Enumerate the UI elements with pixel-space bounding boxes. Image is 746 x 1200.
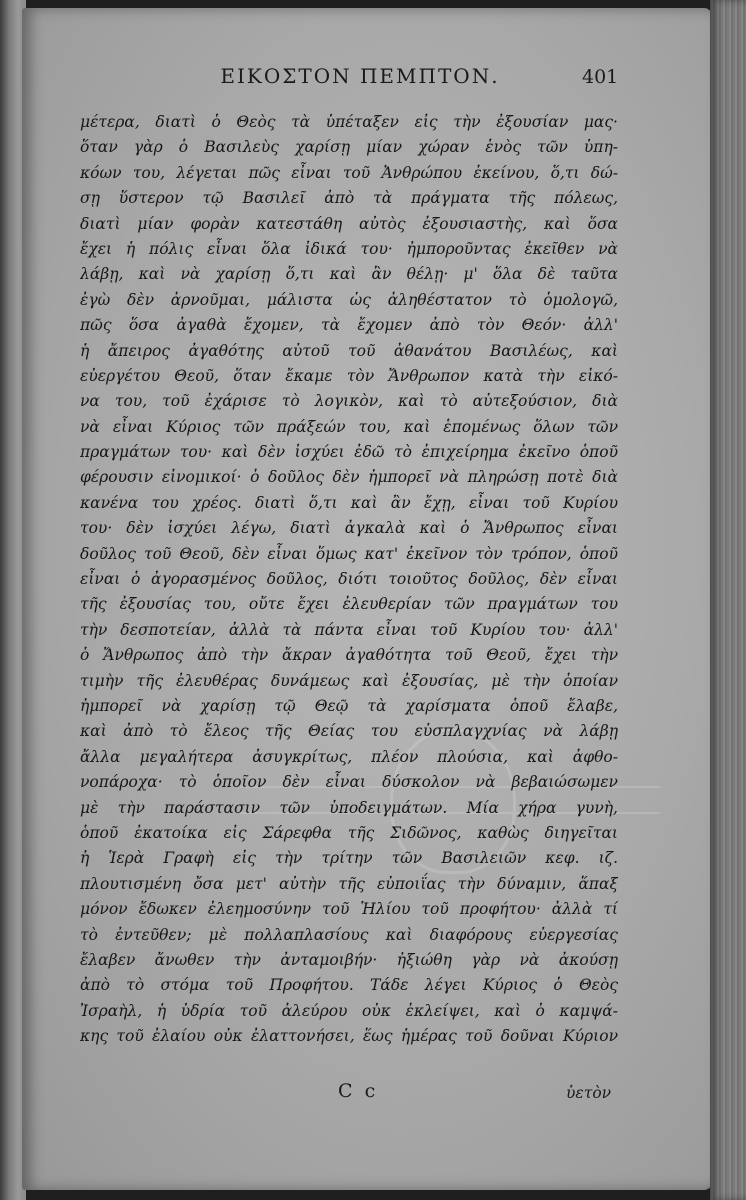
- text-line: πῶς ὅσα ἀγαθὰ ἔχομεν, τὰ ἔχομεν ἀπὸ τὸν Θεόν· ἀλλ': [80, 316, 618, 335]
- text-line: μόνον ἔδωκεν ἐλεημοσύνην τοῦ Ἡλίου τοῦ προφήτου· ἀλλὰ τί: [80, 900, 618, 919]
- text-line: λάβῃ, καὶ νὰ χαρίσῃ ὅ,τι καὶ ἂν θέλῃ· μ' ὅλα δὲ ταῦτα: [80, 265, 618, 284]
- text-line: πραγμάτων του· καὶ δὲν ἰσχύει ἐδῶ τὸ ἐπιχείρημα ἐκεῖνο ὁποῦ: [80, 443, 618, 462]
- page-number: 401: [582, 66, 619, 88]
- running-title: ΕΙΚΟΣΤΟΝ ΠΕΜΠΤΟΝ.: [220, 64, 500, 88]
- text-line: φέρουσιν εἰνομικοί· ὁ δοῦλος δὲν ἠμπορεῖ νὰ πληρώσῃ ποτὲ διὰ: [80, 468, 618, 487]
- text-line: Ἰσραὴλ, ἡ ὑδρία τοῦ ἀλεύρου οὐκ ἐκλείψει, καὶ ὁ καμψά-: [80, 1001, 618, 1020]
- text-line: διατὶ μίαν φορὰν κατεστάθη αὐτὸς ἐξουσιαστὴς, καὶ ὅσα: [80, 214, 618, 233]
- text-line: εἶναι ὁ ἀγορασμένος δοῦλος, διότι τοιοῦτος δοῦλος, δὲν εἶναι: [80, 570, 618, 589]
- page-edges: [710, 0, 746, 1200]
- text-line: κης τοῦ ἐλαίου οὐκ ἐλαττονήσει, ἕως ἡμέρας τοῦ δοῦναι Κύριον: [80, 1027, 618, 1046]
- text-line: τὴν δεσποτείαν, ἀλλὰ τὰ πάντα εἶναι τοῦ Κυρίου του· ἀλλ': [80, 620, 618, 639]
- text-line: πλουτισμένη ὄσα μετ' αὐτὴν τῆς εὐποιΐας τὴν δύναμιν, ἅπαξ: [80, 874, 618, 893]
- text-line: να του, τοῦ ἐχάρισε τὸ λογικὸν, καὶ τὸ αὐτεξούσιον, διὰ: [80, 392, 618, 411]
- text-line: ἔλαβεν ἄνωθεν τὴν ἀνταμοιβήν· ἠξιώθη γὰρ νὰ ἀκούσῃ: [80, 950, 618, 969]
- text-line: δοῦλος τοῦ Θεοῦ, δὲν εἶναι ὅμως κατ' ἐκεῖνον τὸν τρόπον, ὁποῦ: [80, 544, 618, 563]
- body-text: [80, 110, 618, 1049]
- text-line: ἡ ἄπειρος ἀγαθότης αὐτοῦ τοῦ ἀθανάτου Βασιλέως, καὶ: [80, 341, 618, 360]
- text-line: μέτερα, διατὶ ὁ Θεὸς τὰ ὑπέταξεν εἰς τὴν ἐξουσίαν μας·: [80, 113, 618, 131]
- text-line: ἀπὸ τὸ στόμα τοῦ Προφήτου. Τάδε λέγει Κύριος ὁ Θεὸς: [80, 976, 618, 995]
- text-line: νὰ εἶναι Κύριος τῶν πράξεών του, καὶ ἑπομένως ὅλων τῶν: [80, 417, 618, 436]
- text-line: του· δὲν ἰσχύει λέγω, διατὶ ἀγκαλὰ καὶ ὁ Ἄνθρωπος εἶναι: [80, 519, 618, 538]
- text-line: νοπάροχα· τὸ ὁποῖον δὲν εἶναι δύσκολον νὰ βεβαιώσωμεν: [80, 773, 618, 792]
- text-line: ὁποῦ ἐκατοίκα εἰς Σάρεφθα τῆς Σιδῶνος, καθὼς διηγεῖται: [80, 823, 618, 842]
- text-line: κανένα του χρέος. διατὶ ὅ,τι καὶ ἂν ἔχῃ, εἶναι τοῦ Κυρίου: [80, 493, 618, 512]
- text-line: εὐεργέτου Θεοῦ, ὅταν ἔκαμε τὸν Ἄνθρωπον κατὰ τὴν εἰκό-: [80, 366, 618, 385]
- signature-mark: C c: [338, 1080, 379, 1102]
- text-line: ἠμπορεῖ νὰ χαρίσῃ τῷ Θεῷ τὰ χαρίσματα ὁποῦ ἔλαβε,: [80, 696, 618, 715]
- text-line: κόων του, λέγεται πῶς εἶναι τοῦ Ἀνθρώπου ἐκείνου, ὅ,τι δώ-: [80, 163, 618, 182]
- text-line: τιμὴν τῆς ἐλευθέρας δυνάμεως καὶ ἐξουσίας, μὲ τὴν ὁποίαν: [80, 671, 618, 690]
- text-line: ὅταν γὰρ ὁ Βασιλεὺς χαρίσῃ μίαν χώραν ἑνὸς τῶν ὑπη-: [80, 138, 618, 157]
- text-line: τὸ ἐντεῦθεν; μὲ πολλαπλασίους καὶ διαφόρους εὐεργεσίας: [80, 925, 618, 944]
- text-line: ἡ Ἱερὰ Γραφὴ εἰς τὴν τρίτην τῶν Βασιλειῶν κεφ. ιζ.: [80, 849, 618, 868]
- text-line: ὁ Ἄνθρωπος ἀπὸ τὴν ἄκραν ἀγαθότητα τοῦ Θεοῦ, ἔχει τὴν: [80, 646, 618, 665]
- text-line: ἐγὼ δὲν ἀρνοῦμαι, μάλιστα ὡς ἀληθέστατον τὸ ὁμολογῶ,: [80, 290, 618, 309]
- text-line: σῃ ὕστερον τῷ Βασιλεῖ ἀπὸ τὰ πράγματα τῆς πόλεως,: [80, 189, 618, 208]
- text-line: καὶ ἀπὸ τὸ ἔλεος τῆς Θείας του εὐσπλαγχνίας νὰ λάβῃ: [80, 722, 618, 741]
- text-line: μὲ τὴν παράστασιν τῶν ὑποδειγμάτων. Μία χήρα γυνὴ,: [80, 798, 618, 817]
- text-line: ἔχει ἡ πόλις εἶναι ὅλα ἰδικά του· ἠμποροῦντας ἐκεῖθεν νὰ: [80, 239, 618, 258]
- catchword: ὑετὸν: [566, 1084, 612, 1102]
- text-line: ἄλλα μεγαλήτερα ἀσυγκρίτως, πλέον πλούσια, καὶ ἀφθο-: [80, 747, 618, 766]
- text-line: τῆς ἐξουσίας του, οὔτε ἔχει ἐλευθερίαν τῶν πραγμάτων του: [80, 595, 618, 614]
